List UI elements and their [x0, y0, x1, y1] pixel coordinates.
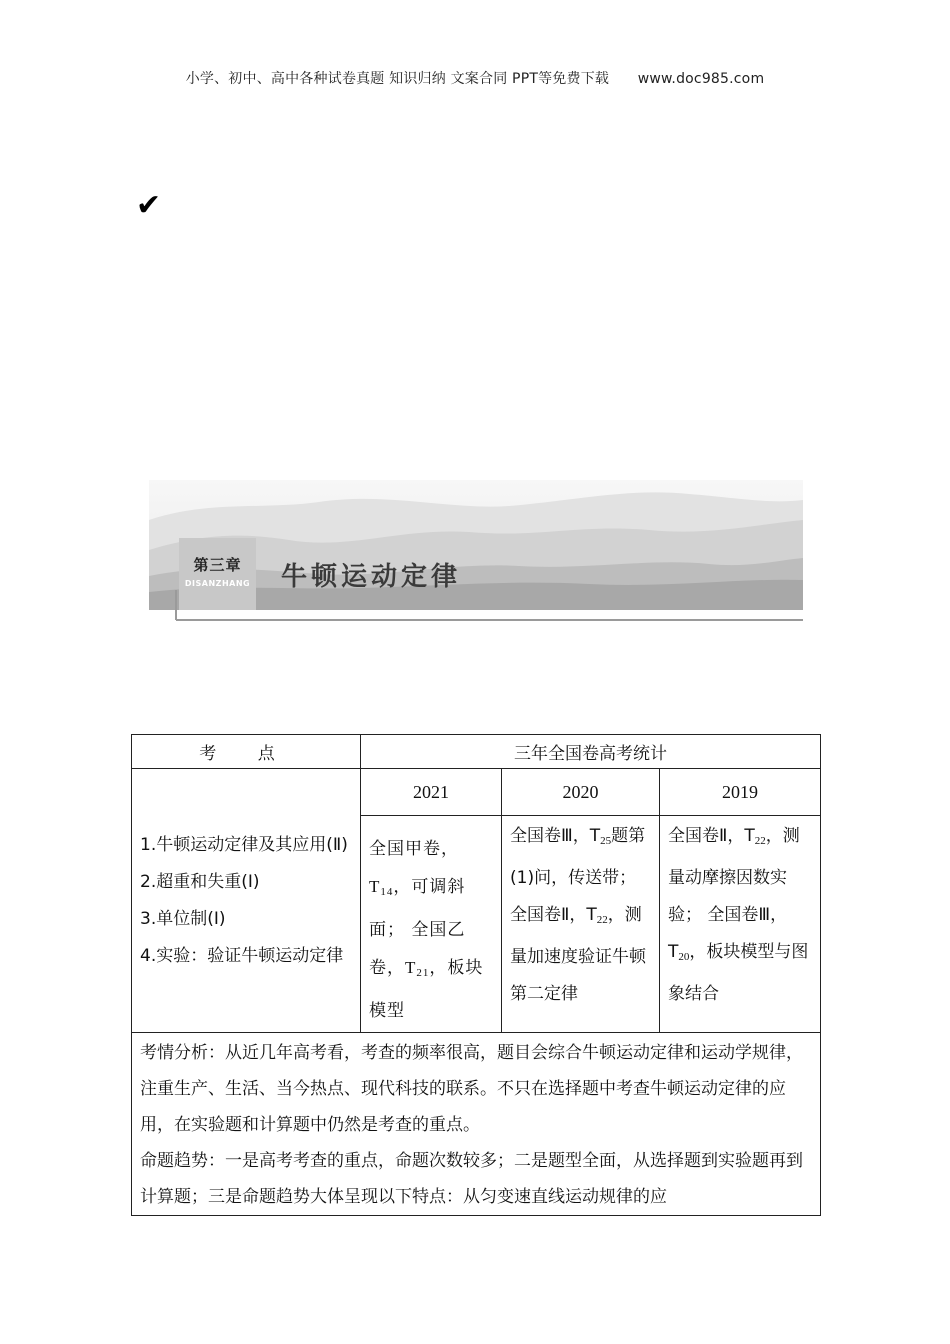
year-2020: 2020 — [502, 769, 660, 816]
point-item: 2.超重和失重(Ⅰ) — [140, 871, 260, 892]
cell-2019: 全国卷Ⅱ，$T_{22}$，测量动摩擦因数实验； 全国卷Ⅲ，$T_{20}$，板块模型与图象结合 — [660, 816, 821, 1033]
table-header-row — [132, 735, 821, 769]
year-2019: 2019 — [660, 769, 821, 816]
analysis-text: 考情分析：从近几年高考看，考查的频率很高，题目会综合牛顿运动定律和运动学规律，注重生产、生活、当今热点、现代科技的联系。不只在选择题中考查牛顿运动定律的应用，在实验题和计算题中仍然是考查的重点。 — [140, 1043, 803, 1135]
header-url[interactable]: www.doc985.com — [637, 71, 765, 87]
text-2021-line1: 全国甲卷， — [369, 839, 459, 859]
years-row — [132, 769, 821, 816]
cell-2020: 全国卷Ⅲ，$T_{25}$题第(1)问，传送带； 全国卷Ⅱ，$T_{22}$，测量加速度验证牛顿第二定律 — [502, 816, 660, 1033]
chapter-title: 牛顿运动定律 — [281, 562, 462, 592]
page-header — [0, 68, 950, 88]
text-2021-line2: 全国乙卷， — [369, 920, 466, 978]
header-text: 小学、初中、高中各种试卷真题 知识归纳 文案合同 PPT等免费下载 — [185, 71, 610, 87]
exam-points-cell — [132, 769, 361, 1033]
cell-2021: 全国甲卷，$T_{14}$，可调斜面； 全国乙卷，$T_{21}$，板块模型 — [361, 816, 502, 1033]
analysis-row — [132, 1033, 821, 1216]
chapter-label-box — [179, 538, 256, 610]
point-item: 4.实验：验证牛顿运动定律 — [140, 945, 344, 966]
checkmark-icon: ✔ — [136, 188, 162, 223]
trend-text: 命题趋势：一是高考考查的重点，命题次数较多；二是题型全面，从选择题到实验题再到计算题；三是命题趋势大体呈现以下特点：从匀变速直线运动规律的应 — [140, 1151, 803, 1207]
analysis-cell — [132, 1033, 821, 1216]
chapter-number: 第三章 — [193, 556, 242, 574]
point-item: 3.单位制(Ⅰ) — [140, 908, 226, 929]
header-kaodian: 考 点 — [132, 735, 361, 769]
exam-statistics-table — [131, 734, 821, 1216]
point-item: 1.牛顿运动定律及其应用(Ⅱ) — [140, 834, 348, 855]
year-2021: 2021 — [361, 769, 502, 816]
chapter-pinyin: DISANZHANG — [184, 579, 251, 588]
header-statistics: 三年全国卷高考统计 — [361, 735, 821, 769]
chapter-banner — [149, 480, 803, 622]
